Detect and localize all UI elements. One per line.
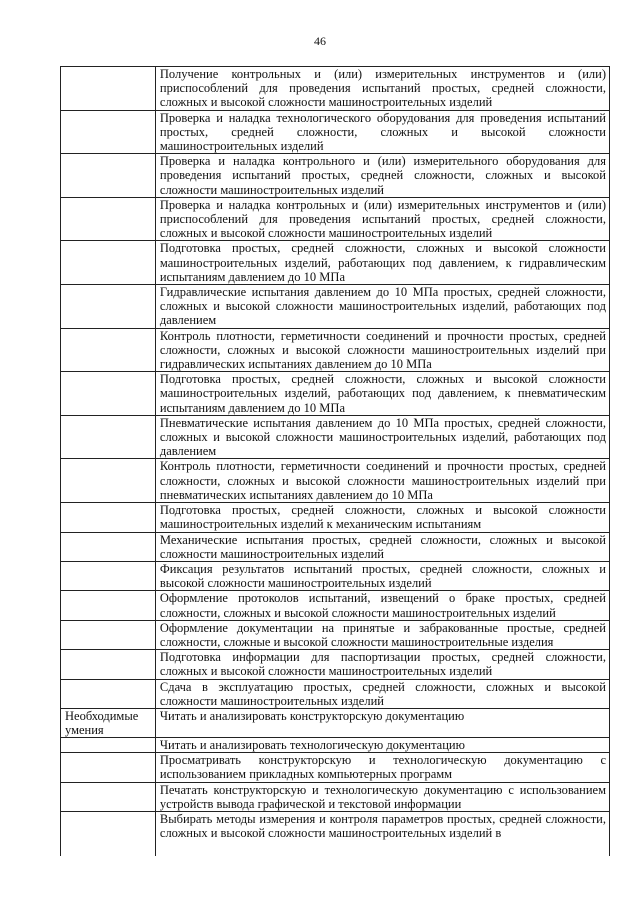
competency-table bbox=[60, 66, 610, 856]
section-label-cell bbox=[61, 708, 156, 737]
section-label-cell bbox=[61, 67, 156, 111]
requirement-text: Подготовка простых, средней сложности, сложных и высокой сложности машиностроительных изделий, работающих под давлением, к пневматическим испытаниям давлением до 10 МПа bbox=[155, 372, 609, 416]
table-row bbox=[61, 67, 610, 111]
requirement-text: Получение контрольных и (или) измерительных инструментов и (или) приспособлений для проведения испытаний простых, средней сложности, сложных и высокой сложности машиностроительных изделий bbox=[155, 67, 609, 111]
competency-table-body bbox=[61, 67, 610, 856]
section-label-cell bbox=[61, 328, 156, 372]
table-row bbox=[61, 782, 610, 811]
section-label-cell bbox=[61, 561, 156, 590]
table-row bbox=[61, 154, 610, 198]
table-row bbox=[61, 328, 610, 372]
section-label-cell bbox=[61, 154, 156, 198]
table-row bbox=[61, 110, 610, 154]
section-label-cell bbox=[61, 110, 156, 154]
requirement-text: Читать и анализировать технологическую документацию bbox=[155, 737, 609, 752]
table-row bbox=[61, 650, 610, 679]
section-label-cell bbox=[61, 679, 156, 708]
section-label: Необходимые умения bbox=[65, 708, 139, 737]
section-label-cell bbox=[61, 532, 156, 561]
requirement-text: Контроль плотности, герметичности соединений и прочности простых, средней сложности, сложных и высокой сложности машиностроительных изделий при гидравлических испытаниях давлением до 10 МПа bbox=[155, 328, 609, 372]
requirement-text: Просматривать конструкторскую и технологическую документацию с использованием прикладных компьютерных программ bbox=[155, 753, 609, 782]
requirement-text: Подготовка информации для паспортизации простых, средней сложности, сложных и высокой сложности машиностроительных изделий bbox=[155, 650, 609, 679]
table-row bbox=[61, 459, 610, 503]
requirement-text: Пневматические испытания давлением до 10 МПа простых, средней сложности, сложных и высокой сложности машиностроительных изделий, работающих под давлением bbox=[155, 415, 609, 459]
requirement-text: Проверка и наладка контрольных и (или) измерительных инструментов и (или) приспособлений для проведения испытаний простых, средней сложности, сложных и высокой сложности машиностроительных изделий bbox=[155, 197, 609, 241]
requirement-text: Сдача в эксплуатацию простых, средней сложности, сложных и высокой сложности машиностроительных изделий bbox=[155, 679, 609, 708]
table-row bbox=[61, 372, 610, 416]
section-label-cell bbox=[61, 372, 156, 416]
requirement-text: Гидравлические испытания давлением до 10 МПа простых, средней сложности, сложных и высокой сложности машиностроительных изделий, работающих под давлением bbox=[155, 285, 609, 329]
page-number: 46 bbox=[314, 34, 326, 48]
requirement-text: Фиксация результатов испытаний простых, средней сложности, сложных и высокой сложности машиностроительных изделий bbox=[155, 561, 609, 590]
table-row bbox=[61, 197, 610, 241]
section-label-cell bbox=[61, 459, 156, 503]
table-row bbox=[61, 708, 610, 737]
section-label-cell bbox=[61, 650, 156, 679]
section-label-cell bbox=[61, 415, 156, 459]
section-label-cell bbox=[61, 620, 156, 649]
table-row bbox=[61, 415, 610, 459]
section-label-cell bbox=[61, 241, 156, 285]
table-row bbox=[61, 532, 610, 561]
table-row bbox=[61, 679, 610, 708]
section-label-cell bbox=[61, 811, 156, 856]
table-row bbox=[61, 753, 610, 782]
table-row bbox=[61, 737, 610, 752]
section-label-cell bbox=[61, 285, 156, 329]
section-label-cell bbox=[61, 591, 156, 620]
requirement-text: Выбирать методы измерения и контроля параметров простых, средней сложности, сложных и высокой сложности машиностроительных изделий в bbox=[155, 811, 609, 856]
section-label-cell bbox=[61, 503, 156, 532]
requirement-text: Оформление протоколов испытаний, извещений о браке простых, средней сложности, сложных и высокой сложности машиностроительных изделий bbox=[155, 591, 609, 620]
section-label-cell bbox=[61, 753, 156, 782]
requirement-text: Проверка и наладка технологического оборудования для проведения испытаний простых, средней сложности, сложных и высокой сложности машиностроительных изделий bbox=[155, 110, 609, 154]
section-label-cell bbox=[61, 782, 156, 811]
table-row bbox=[61, 591, 610, 620]
table-row bbox=[61, 241, 610, 285]
table-row bbox=[61, 503, 610, 532]
table-row bbox=[61, 561, 610, 590]
requirement-text: Подготовка простых, средней сложности, сложных и высокой сложности машиностроительных изделий к механическим испытаниям bbox=[155, 503, 609, 532]
section-label-cell bbox=[61, 737, 156, 752]
table-row bbox=[61, 620, 610, 649]
requirement-text: Контроль плотности, герметичности соединений и прочности простых, средней сложности, сложных и высокой сложности машиностроительных изделий при пневматических испытаниях давлением до 10 МПа bbox=[155, 459, 609, 503]
requirement-text: Механические испытания простых, средней сложности, сложных и высокой сложности машиностроительных изделий bbox=[155, 532, 609, 561]
table-row bbox=[61, 285, 610, 329]
requirement-text: Читать и анализировать конструкторскую документацию bbox=[155, 708, 609, 737]
table-row bbox=[61, 811, 610, 856]
requirement-text: Проверка и наладка контрольного и (или) измерительного оборудования для проведения испытаний простых, средней сложности, сложных и высокой сложности машиностроительных изделий bbox=[155, 154, 609, 198]
section-label-cell bbox=[61, 197, 156, 241]
requirement-text: Оформление документации на принятые и забракованные простые, средней сложности, сложные и высокой сложности машиностроительные изделия bbox=[155, 620, 609, 649]
requirement-text: Печатать конструкторскую и технологическую документацию с использованием устройств вывода графической и текстовой информации bbox=[155, 782, 609, 811]
requirement-text: Подготовка простых, средней сложности, сложных и высокой сложности машиностроительных изделий, работающих под давлением, к гидравлическим испытаниям давлением до 10 МПа bbox=[155, 241, 609, 285]
